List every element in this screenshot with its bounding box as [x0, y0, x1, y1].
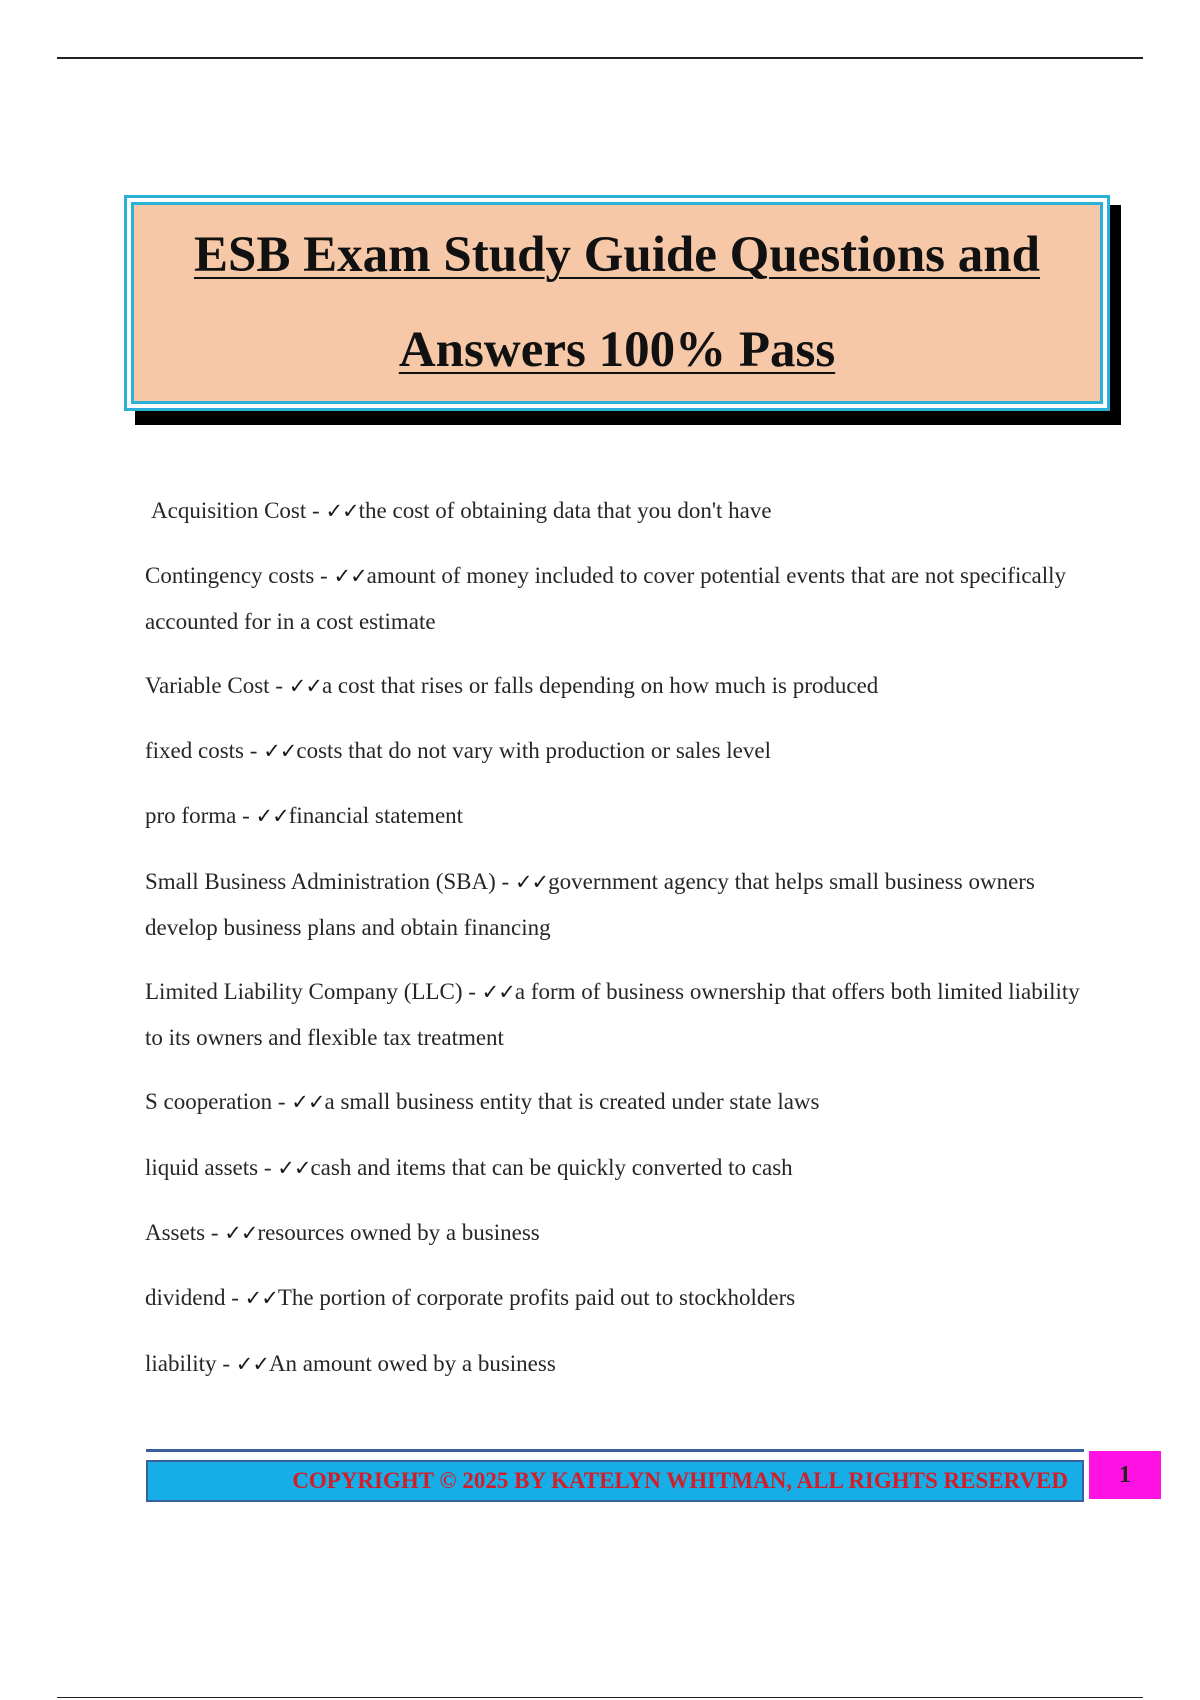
double-check-icon: ✓✓: [263, 739, 297, 763]
glossary-entry: Small Business Administration (SBA) - ✓✓government agency that helps small business owners develop business plans and obtain financing: [145, 869, 1035, 940]
double-check-icon: ✓✓: [255, 804, 289, 828]
footer-rule: [146, 1449, 1084, 1452]
glossary-entry: Limited Liability Company (LLC) - ✓✓a form of business ownership that offers both limited liability to its owners and flexible tax treatment: [145, 979, 1080, 1050]
glossary-entry: dividend - ✓✓The portion of corporate profits paid out to stockholders: [145, 1285, 796, 1310]
entry-definition: The portion of corporate profits paid out to stockholders: [277, 1285, 796, 1310]
entry-term: Variable Cost: [145, 673, 270, 698]
top-rule: [57, 57, 1143, 59]
double-check-icon: ✓✓: [244, 1286, 278, 1310]
entry-term: liquid assets: [145, 1155, 259, 1180]
glossary-entry: liquid assets - ✓✓cash and items that can be quickly converted to cash: [145, 1155, 793, 1180]
double-check-icon: ✓✓: [235, 1352, 269, 1376]
entry-definition: costs that do not vary with production or sales level: [296, 738, 771, 763]
entry-term: S cooperation: [145, 1089, 273, 1114]
entry-definition: cash and items that can be quickly converted to cash: [310, 1155, 793, 1180]
entry-definition: resources owned by a business: [257, 1220, 540, 1245]
entry-definition: financial statement: [288, 803, 464, 828]
double-check-icon: ✓✓: [277, 1156, 311, 1180]
entry-definition: a form of business ownership that offers both limited liability to its owners and flexible tax treatment: [145, 979, 1080, 1050]
entry-definition: government agency that helps small business owners develop business plans and obtain financing: [145, 869, 1035, 940]
entry-term: Assets: [145, 1220, 206, 1245]
entry-term: dividend: [145, 1285, 226, 1310]
entry-term: Limited Liability Company (LLC): [145, 979, 463, 1004]
page-number-badge: [1089, 1451, 1161, 1499]
entry-term: Small Business Administration (SBA): [145, 869, 496, 894]
title-line-2: Answers 100% Pass: [398, 322, 836, 378]
footer-bar: [146, 1460, 1084, 1502]
double-check-icon: ✓✓: [481, 980, 515, 1004]
entry-definition: a small business entity that is created under state laws: [324, 1089, 820, 1114]
title-line-1: ESB Exam Study Guide Questions and: [193, 227, 1041, 283]
glossary-entry: Variable Cost - ✓✓a cost that rises or falls depending on how much is produced: [145, 673, 879, 698]
entry-term: pro forma: [145, 803, 237, 828]
entry-definition: a cost that rises or falls depending on how much is produced: [321, 673, 879, 698]
title-panel: [131, 202, 1103, 404]
glossary-entry: Acquisition Cost - ✓✓the cost of obtaining data that you don't have: [151, 498, 772, 523]
entry-term: Contingency costs: [145, 563, 315, 588]
glossary-entry: fixed costs - ✓✓costs that do not vary with production or sales level: [145, 738, 771, 763]
double-check-icon: ✓✓: [288, 674, 322, 698]
title-box: [124, 195, 1110, 411]
double-check-icon: ✓✓: [224, 1221, 258, 1245]
glossary-entry: pro forma - ✓✓financial statement: [145, 803, 464, 828]
double-check-icon: ✓✓: [291, 1090, 325, 1114]
glossary-entry: Contingency costs - ✓✓amount of money included to cover potential events that are not specifically accounted for in a cost estimate: [145, 563, 1067, 634]
glossary-entry: S cooperation - ✓✓a small business entity that is created under state laws: [145, 1089, 820, 1114]
bottom-rule: [57, 1697, 1143, 1698]
entry-term: liability: [145, 1351, 217, 1376]
page-number: 1: [1119, 1461, 1131, 1488]
glossary-entry: Assets - ✓✓resources owned by a business: [145, 1220, 540, 1245]
double-check-icon: ✓✓: [333, 564, 367, 588]
entry-term: Acquisition Cost: [151, 498, 307, 523]
entry-definition: the cost of obtaining data that you don't have: [358, 498, 772, 523]
copyright-notice: COPYRIGHT © 2025 BY KATELYN WHITMAN, ALL RIGHTS RESERVED: [292, 1468, 1068, 1493]
entry-term: fixed costs: [145, 738, 245, 763]
entry-definition: amount of money included to cover potential events that are not specifically accounted for in a cost estimate: [145, 563, 1067, 634]
double-check-icon: ✓✓: [325, 499, 359, 523]
double-check-icon: ✓✓: [514, 870, 549, 894]
glossary-entry: liability - ✓✓An amount owed by a business: [145, 1351, 556, 1376]
entry-definition: An amount owed by a business: [268, 1351, 556, 1376]
